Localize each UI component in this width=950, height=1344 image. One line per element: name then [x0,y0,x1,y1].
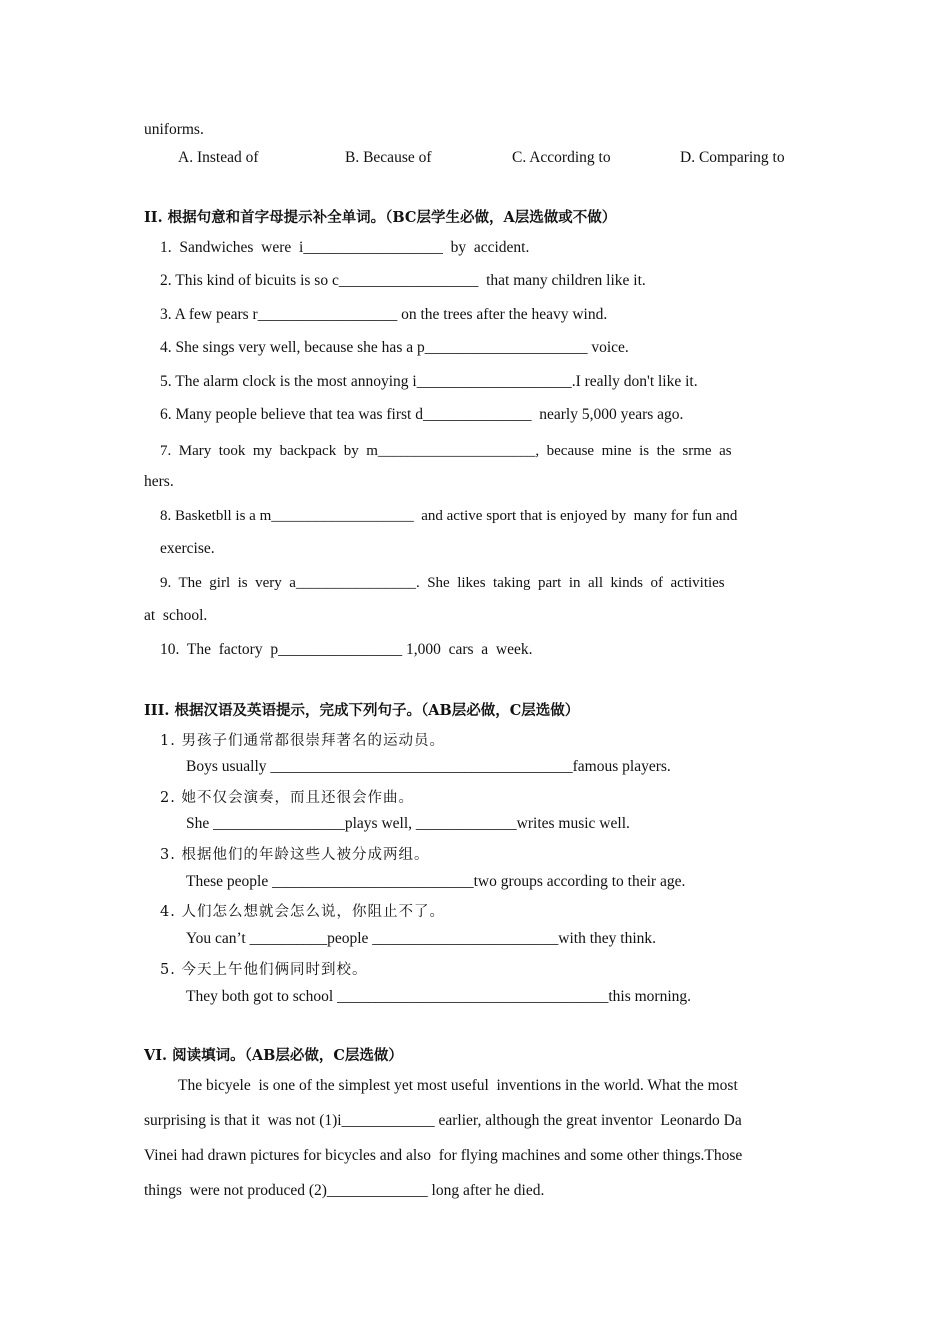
s2-item: 4. She sings very well, because she has a p_____________________ voice. [160,339,629,356]
s2-item: 7. Mary took my backpack by m_____________________, because mine is the srme as [160,443,732,459]
section-3-title: III. 根据汉语及英语提示，完成下列句子。（AB层必做，C层选做） [144,702,580,719]
s2-item: 3. A few pears r__________________ on the trees after the heavy wind. [160,306,608,323]
section-6-title: VI. 阅读填词。（AB层必做，C层选做） [144,1047,403,1064]
option-c: C. According to [512,149,611,166]
s2-item: 9. The girl is very a________________. She likes taking part in all kinds of activities [160,575,725,591]
s3-item-cn: 2. 她不仅会演奏，而且还很会作曲。 [160,790,414,806]
s3-item-en: You can’t __________people ________________________with they think. [186,930,657,947]
s3-item-en: Boys usually _______________________________________famous players. [186,758,671,775]
s2-item: 6. Many people believe that tea was first d______________ nearly 5,000 years ago. [160,406,684,423]
s3-item-en: They both got to school ___________________________________this morning. [186,988,692,1005]
s3-item-en: She _________________plays well, _____________writes music well. [186,815,630,832]
passage-line: The bicyele is one of the simplest yet most useful inventions in the world. What the most [178,1077,738,1094]
s2-item: 10. The factory p________________ 1,000 cars a week. [160,641,533,658]
s2-item-cont: at school. [144,607,208,624]
s3-item-cn: 3. 根据他们的年龄这些人被分成两组。 [160,847,430,863]
s3-item-cn: 1. 男孩子们通常都很崇拜著名的运动员。 [160,733,445,749]
passage-line: surprising is that it was not (1)i____________ earlier, although the great inventor Leonardo Da [144,1112,742,1129]
passage-line: Vinei had drawn pictures for bicycles and also for flying machines and some other things.Those [144,1147,743,1164]
s2-item-cont: exercise. [160,540,215,557]
passage-line: things were not produced (2)_____________ long after he died. [144,1182,545,1199]
option-b: B. Because of [345,149,432,166]
option-d: D. Comparing to [680,149,785,166]
option-a: A. Instead of [178,149,259,166]
s2-item: 8. Basketbll is a m___________________ and active sport that is enjoyed by many for fun and [160,508,738,524]
prev-question-tail: uniforms. [144,121,204,138]
s2-item: 1. Sandwiches were i__________________ by accident. [160,239,530,256]
section-2-title: II. 根据句意和首字母提示补全单词。（BC层学生必做，A层选做或不做） [144,209,617,226]
s2-item: 5. The alarm clock is the most annoying i____________________.I really don't like it. [160,373,698,390]
s3-item-en: These people __________________________two groups according to their age. [186,873,686,890]
s2-item: 2. This kind of bicuits is so c__________________ that many children like it. [160,272,646,289]
s3-item-cn: 5. 今天上午他们俩同时到校。 [160,962,368,978]
s3-item-cn: 4. 人们怎么想就会怎么说，你阻止不了。 [160,904,445,920]
s2-item-cont: hers. [144,473,174,490]
